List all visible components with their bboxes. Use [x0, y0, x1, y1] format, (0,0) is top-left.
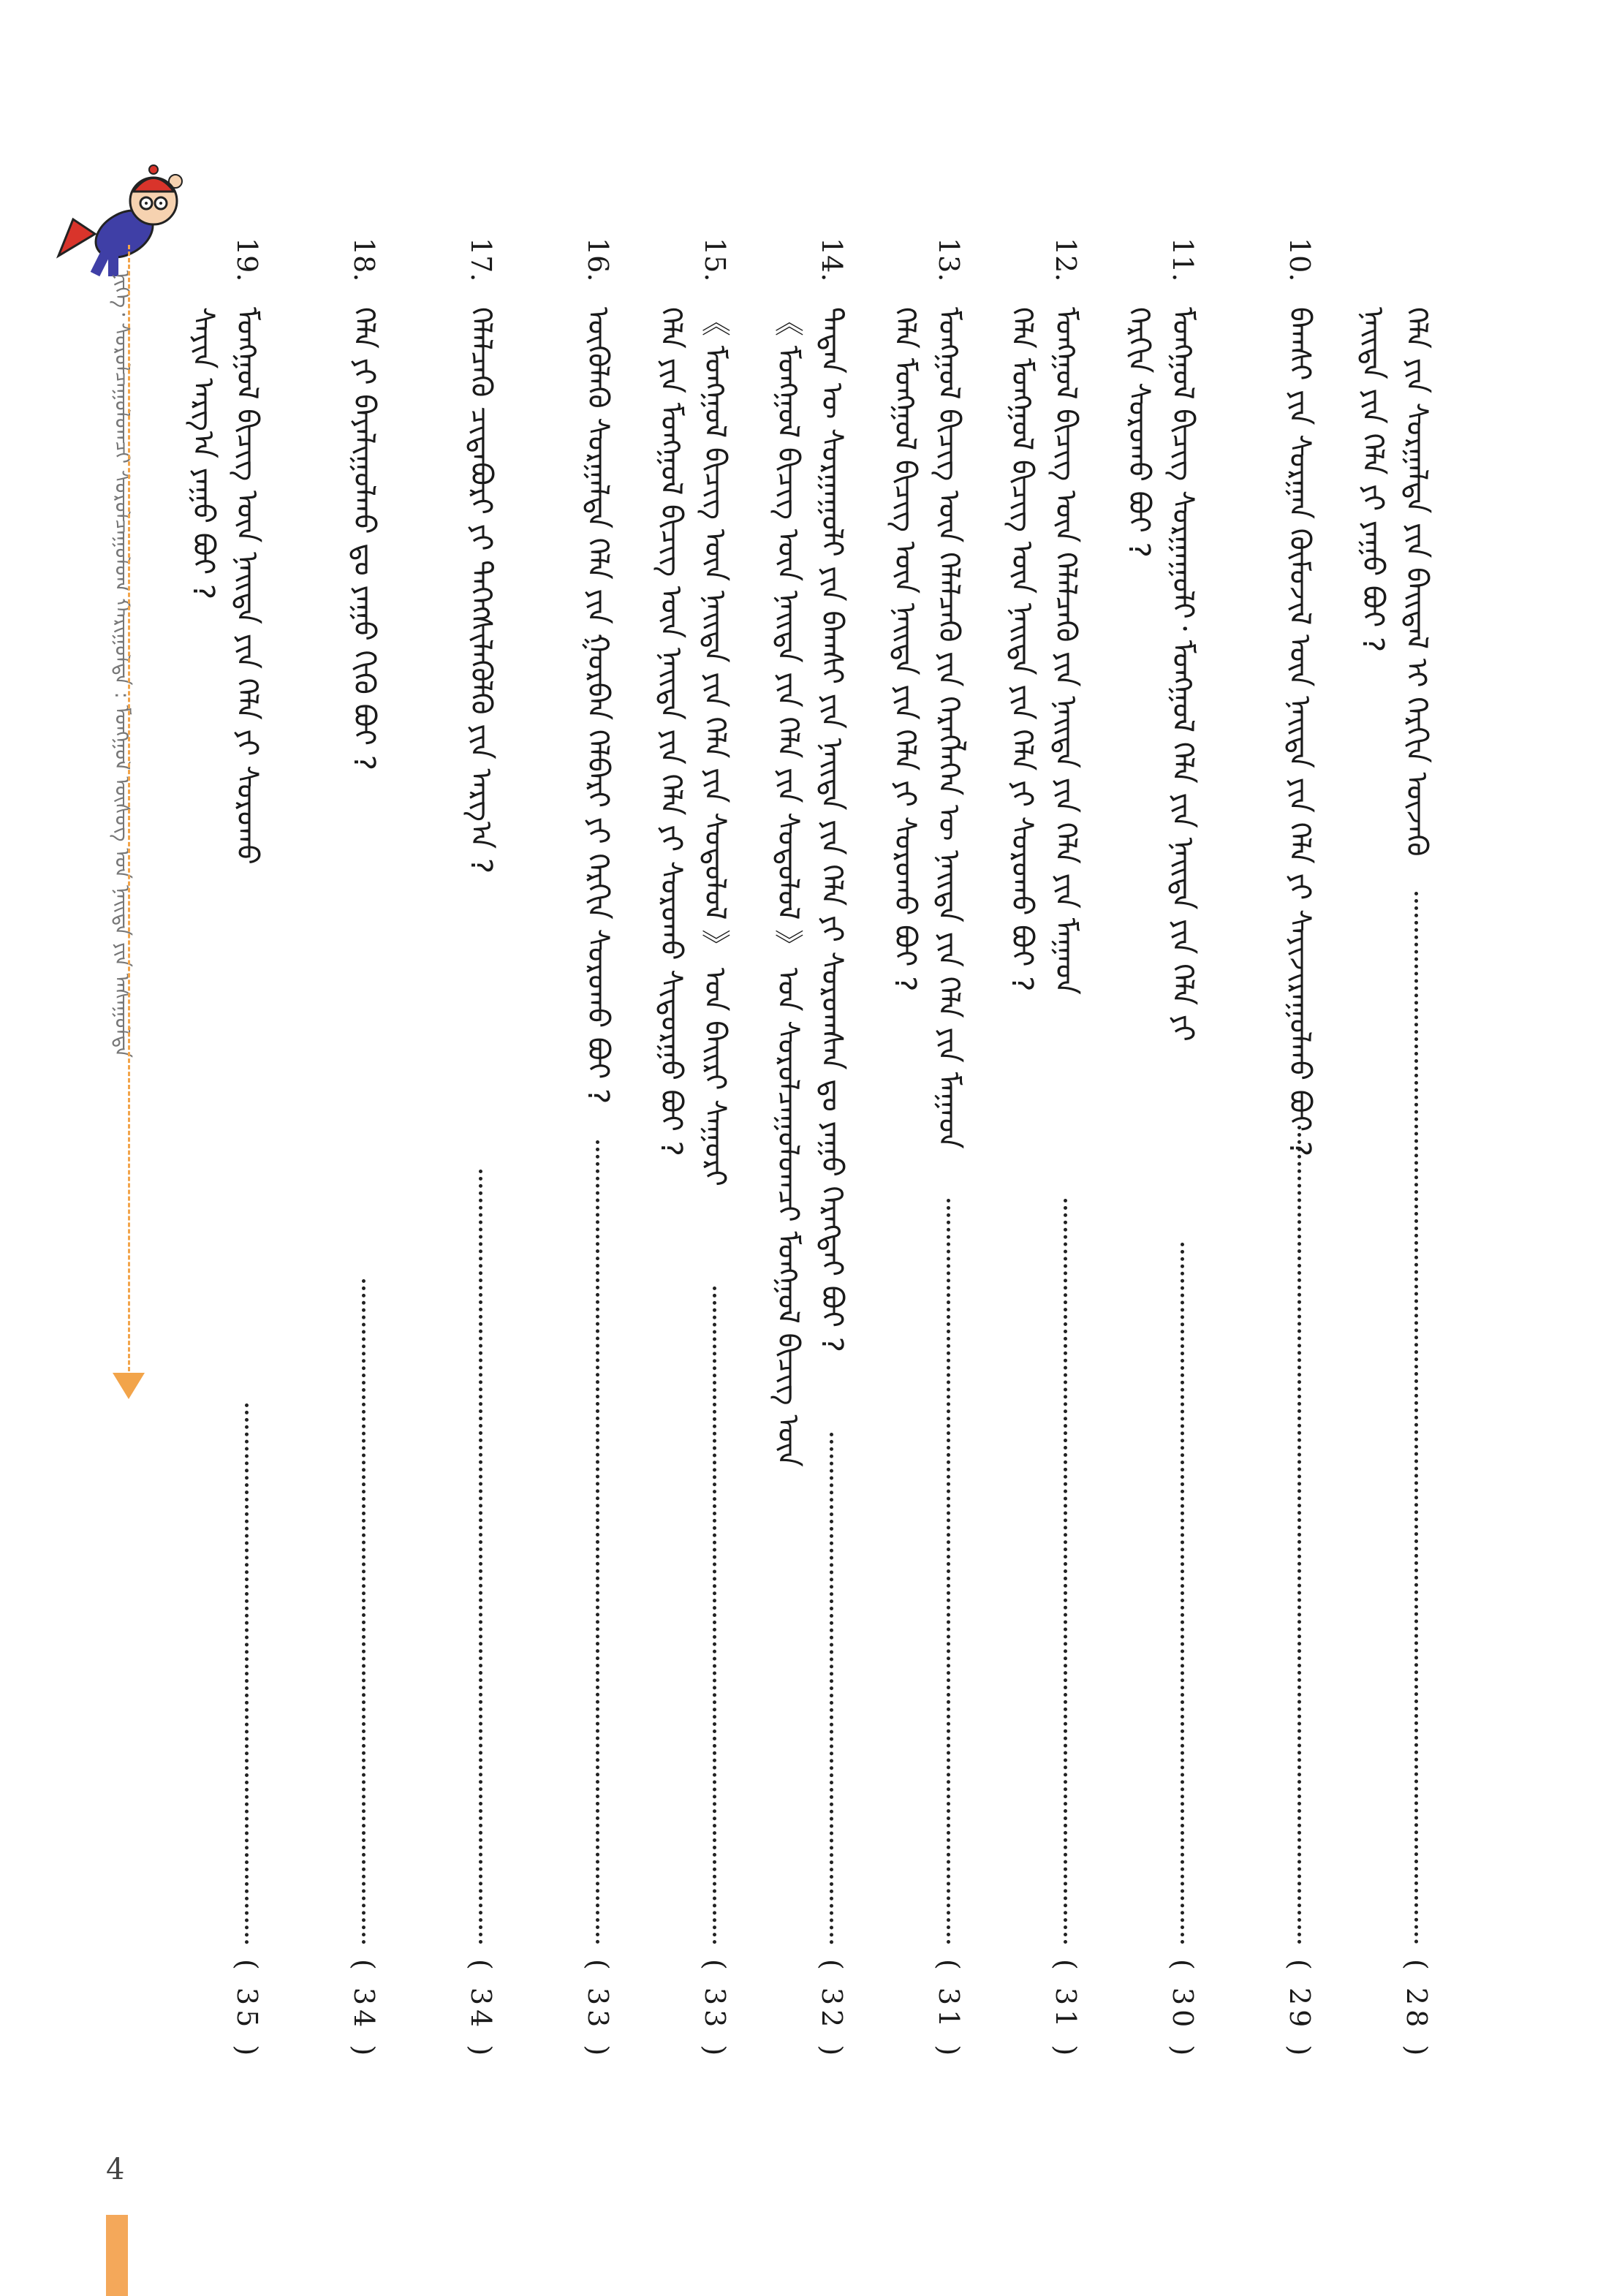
- entry-title: ᠮᠣᠩᠭᠣᠯ ᠪᠢᠴᠢᠭ ᠦᠨ ᠨᠡᠢᠲᠡ ᠶᠢᠨ ᠬᠡᠯᠡ ᠶᠢ ᠰᠤᠷᠤᠬᠤ: [230, 307, 264, 865]
- toc-entry-continuation: [649, 0, 693, 2296]
- entry-title: ᠮᠣᠩᠭᠣᠯ ᠪᠢᠴᠢᠭ ᠦᠨ ᠬᠡᠯᠡᠯᠴᠡᠬᠦ ᠶᠢᠨ ᠨᠡᠢᠲᠡ ᠶᠢᠨ ᠬᠡᠯᠡ ᠶᠢᠨ ᠮᠠᠭᠠᠳ: [1049, 307, 1083, 995]
- entry-title: ᠬᠡᠯᠡ ᠶᠢ ᠪᠠᠶᠠᠯᠢᠭᠤᠯᠬᠤ ᠳᠤ ᠶᠠᠭᠤ ᠬᠢᠬᠦ ᠪᠤᠢ ?: [347, 307, 381, 770]
- entry-number: 13.: [933, 238, 965, 282]
- toc-entry[interactable]: [693, 0, 737, 2296]
- toc-entry-continuation: [1351, 0, 1395, 2296]
- dot-leader: [1064, 1199, 1067, 1944]
- toc-entry-continuation: [766, 0, 810, 2296]
- dot-leader: [713, 1287, 716, 1944]
- dot-leader: [362, 1279, 365, 1944]
- toc-entry[interactable]: [1161, 0, 1205, 2296]
- dot-leader: [479, 1170, 482, 1944]
- toc-entry[interactable]: [810, 0, 854, 2296]
- entry-number: 17.: [465, 238, 497, 282]
- entry-number: 12.: [1050, 238, 1082, 282]
- entry-page: ( 31 ): [933, 1959, 965, 2061]
- entry-title-line2: ᠬᠡᠯᠡ ᠮᠣᠩᠭᠣᠯ ᠪᠢᠴᠢᠭ ᠦᠨ ᠨᠡᠢᠲᠡ ᠶᠢᠨ ᠬᠡᠯᠡ ᠶᠢ ᠰᠤᠷᠤᠬᠤ ᠪᠤᠢ ?: [1005, 307, 1039, 992]
- entry-number: 10.: [1284, 238, 1316, 282]
- page-number: 4: [106, 2153, 125, 2186]
- toc-entry[interactable]: [927, 0, 971, 2296]
- triangle-arrow-icon: [113, 1373, 145, 1399]
- entry-number: 16.: [582, 238, 614, 282]
- entry-number: 11.: [1167, 238, 1199, 282]
- entry-page: ( 34 ): [465, 1959, 497, 2061]
- toc-entry[interactable]: [1395, 0, 1439, 2296]
- dot-leader: [830, 1433, 833, 1944]
- entry-page: ( 33 ): [582, 1959, 614, 2061]
- entry-page: ( 34 ): [348, 1959, 380, 2061]
- entry-title: ᠬᠡᠯᠡᠯᠴᠡᠬᠦ ᠴᠢᠳᠠᠪᠤᠷᠢ ᠶᠢ ᠳᠡᠭᠡᠭᠰᠢᠯᠡᠭᠦᠯᠬᠦ ᠶᠢᠨ ᠠᠷᠭ᠎ᠠ ?: [464, 307, 498, 874]
- toc-entry-continuation: [1117, 0, 1161, 2296]
- entry-number: 15.: [699, 238, 731, 282]
- toc-entry[interactable]: [576, 0, 620, 2296]
- dashed-guide-line: [128, 245, 130, 1378]
- entry-number: 19.: [231, 238, 263, 282]
- entry-title: ᠲᠡᠳᠡᠨ ᠦ ᠰᠤᠷᠭᠠᠭᠤᠯᠢ ᠶᠢᠨ ᠪᠠᠭᠰᠢ ᠶᠢᠨ ᠨᠡᠢᠲᠡ ᠶᠢᠨ ᠬᠡᠯᠡ ᠶᠢ ᠰᠤᠷᠤᠭᠰᠠᠨ ᠳᠤ ᠶᠠᠭᠤ ᠬᠡᠷᠡᠭᠲᠡᠢ ᠪᠤᠢ ?: [815, 307, 849, 1353]
- page-tab-marker: [106, 2215, 128, 2296]
- toc-entry[interactable]: [342, 0, 386, 2296]
- dot-leader: [947, 1199, 950, 1944]
- toc-entry-continuation: [1000, 0, 1044, 2296]
- dot-leader: [596, 1140, 599, 1944]
- entry-title: ᠪᠠᠭᠰᠢ ᠶᠢᠨ ᠰᠤᠷᠭᠠᠨ ᠬᠦᠮᠦᠵᠢᠯ ᠦᠨ ᠨᠡᠢᠲᠡ ᠶᠢᠨ ᠬᠡᠯᠡ ᠶᠢ ᠰᠠᠶᠢᠵᠢᠷᠠᠭᠤᠯᠬᠤ ᠪᠤᠢ ?: [1283, 307, 1316, 1157]
- toc-entry-continuation: [181, 0, 225, 2296]
- entry-title-line2: ᠨᠡᠢᠲᠡ ᠶᠢᠨ ᠬᠡᠯᠡ ᠶᠢ ᠶᠠᠭᠤ ᠪᠤᠢ ?: [1356, 307, 1390, 653]
- entry-title-line2: 《 ᠮᠣᠩᠭᠣᠯ ᠪᠢᠴᠢᠭ ᠦᠨ ᠨᠡᠢᠲᠡ ᠶᠢᠨ ᠬᠡᠯᠡ ᠶᠢᠨ ᠰᠤᠳᠤᠯᠤᠯ 》 ᠤᠨ ᠰᠤᠷᠤᠯᠴᠠᠭᠤᠯᠤᠭᠴᠢ ᠮᠣᠩᠭᠣᠯ ᠪᠢᠴᠢᠭ ᠦᠨ: [771, 307, 805, 1467]
- entry-page: ( 33 ): [699, 1959, 731, 2061]
- toc-entry[interactable]: [225, 0, 269, 2296]
- entry-title-line2: ᠬᠡᠯᠡ ᠶᠢᠨ ᠮᠣᠩᠭᠣᠯ ᠪᠢᠴᠢᠭ ᠦᠨ ᠨᠡᠢᠲᠡ ᠶᠢᠨ ᠬᠡᠯᠡ ᠶᠢ ᠰᠤᠷᠤᠬᠤ ᠰᠢᠳᠤᠷᠭᠤ ᠪᠤᠢ ?: [654, 307, 688, 1156]
- entry-page: ( 28 ): [1401, 1959, 1433, 2061]
- toc-entry[interactable]: [459, 0, 503, 2296]
- entry-number: 14.: [816, 238, 848, 282]
- entry-title: ᠦᠭᠦᠯᠡᠬᠦ ᠰᠤᠷᠭᠠᠯᠲᠠ ᠬᠡᠯᠡ ᠶᠢᠨ ᠭᠤᠷᠪᠠᠨ ᠬᠡᠯᠪᠡᠷᠢ ᠶᠢ ᠬᠡᠷᠬᠢᠨ ᠰᠤᠷᠤᠬᠤ ᠪᠤᠢ ?: [581, 307, 615, 1105]
- toc-entry-continuation: [883, 0, 927, 2296]
- dot-leader: [245, 1403, 249, 1944]
- entry-page: ( 29 ): [1284, 1959, 1316, 2061]
- running-footer: ᠨᠢᠭᠡ᠂ ᠰᠤᠷᠤᠯᠴᠠᠭᠤᠯᠤᠭᠴᠢ ᠰᠤᠷᠤᠯᠴᠠᠭᠤᠯᠤᠭ ᠬᠠᠷᠢᠭᠤᠯᠲᠠ : ᠮᠣᠩᠭᠣᠯ ᠦᠰᠦᠭ ᠤᠨ ᠨᠡᠢᠲᠡ ᠶᠢᠨ ᠠᠰᠠᠭᠤᠯᠲᠠ: [110, 270, 134, 1058]
- entry-page: ( 32 ): [816, 1959, 848, 2061]
- entry-page: ( 31 ): [1050, 1959, 1082, 2061]
- toc-entry[interactable]: [1278, 0, 1322, 2296]
- entry-number: 18.: [348, 238, 380, 282]
- entry-title: ᠮᠣᠩᠭᠣᠯ ᠪᠢᠴᠢᠭ ᠦᠨ ᠬᠡᠯᠡᠯᠴᠡᠬᠦ ᠶᠢᠨ ᠬᠡᠷᠡᠭᠯᠡᠭᠡᠨ ᠦ ᠨᠡᠢᠲᠡ ᠶᠢᠨ ᠬᠡᠯᠡ ᠶᠢᠨ ᠮᠠᠭᠠᠳ: [932, 307, 966, 1149]
- entry-title: ᠬᠡᠯᠡ ᠶᠢᠨ ᠰᠤᠷᠭᠠᠯᠲᠠ ᠶᠢᠨ ᠪᠠᠢᠳᠠᠯ ᠢ ᠬᠡᠷᠬᠢᠨ ᠦᠵᠡᠬᠦ: [1400, 307, 1433, 857]
- entry-title-line2: ᠰᠠᠶᠢᠨ ᠠᠷᠭ᠎ᠠ ᠶᠠᠭᠤ ᠪᠤᠢ ?: [186, 307, 220, 600]
- toc-entry[interactable]: [1044, 0, 1088, 2296]
- entry-page: ( 30 ): [1167, 1959, 1199, 2061]
- dot-leader: [1181, 1243, 1184, 1944]
- entry-title-line2: ᠬᠡᠷᠬᠢᠨ ᠰᠤᠷᠤᠬᠤ ᠪᠤᠢ ?: [1122, 307, 1156, 558]
- entry-title: ᠮᠣᠩᠭᠣᠯ ᠪᠢᠴᠢᠭ ᠰᠤᠷᠭᠠᠭᠤᠯᠢ᠂ ᠮᠣᠩᠭᠣᠯ ᠬᠡᠯᠡ ᠶᠢᠨ ᠨᠡᠢᠲᠡ ᠶᠢᠨ ᠬᠡᠯᠡ ᠶᠢ: [1166, 307, 1200, 1042]
- dot-leader: [1414, 892, 1418, 1944]
- entry-page: ( 35 ): [231, 1959, 263, 2061]
- entry-title-line2: ᠬᠡᠯᠡ ᠮᠣᠩᠭᠣᠯ ᠪᠢᠴᠢᠭ ᠦᠨ ᠨᠡᠢᠲᠡ ᠶᠢᠨ ᠬᠡᠯᠡ ᠶᠢ ᠰᠤᠷᠤᠬᠤ ᠪᠤᠢ ?: [888, 307, 922, 992]
- entry-title: 《 ᠮᠣᠩᠭᠣᠯ ᠪᠢᠴᠢᠭ ᠦᠨ ᠨᠡᠢᠲᠡ ᠶᠢᠨ ᠬᠡᠯᠡ ᠶᠢᠨ ᠰᠤᠳᠤᠯᠤᠯ 》 ᠤᠨ ᠪᠠᠢᠷᠢ ᠰᠠᠭᠤᠷᠢ: [698, 307, 732, 1186]
- dot-leader: [1297, 1126, 1301, 1944]
